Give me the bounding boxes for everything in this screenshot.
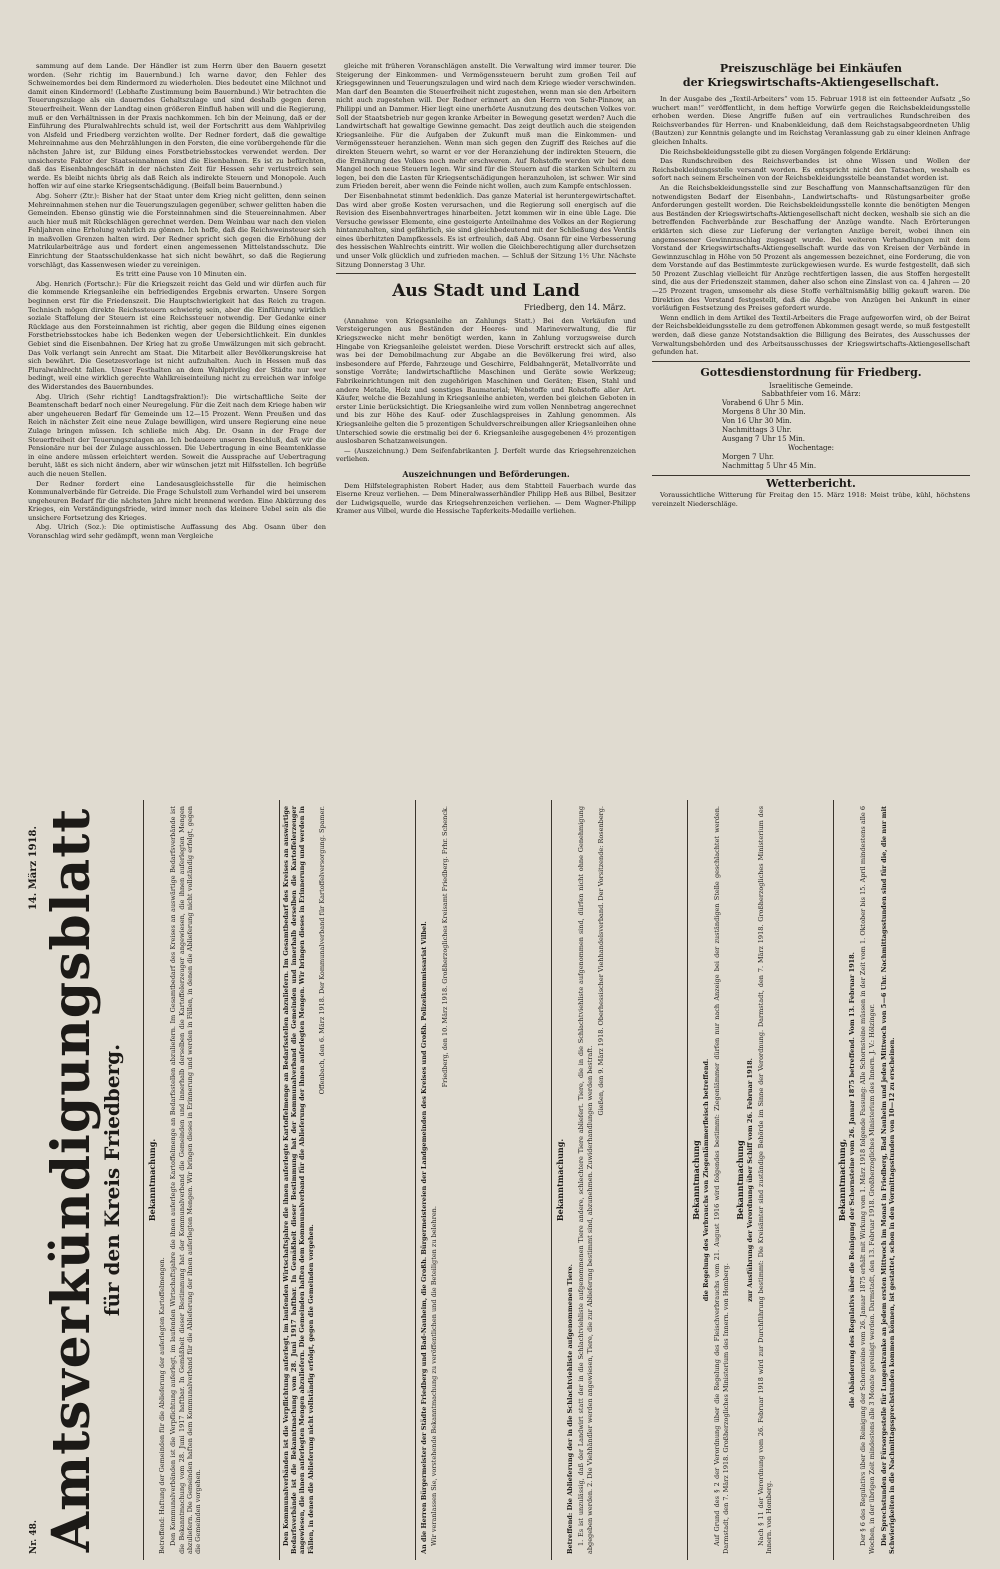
service-line: Von 16 Uhr 30 Min. <box>722 417 792 425</box>
service-times <box>722 399 970 444</box>
paragraph: Wir veranlassen Sie, vorstehende Bekanntmachung zu veröffentlichen und die Beteiligten zu belehren. <box>430 1206 439 1546</box>
service-line: Vorabend 6 Uhr 5 Min. <box>722 399 804 407</box>
weather-title: Wetterbericht. <box>766 476 856 490</box>
paragraph: In der Ausgabe des „Textil-Arbeiters“ vom 15. Februar 1918 ist ein fetteender Aufsatz „So wuchert man!“ veröffentlicht, in dem heftige Vorwürfe gegen die Reichsbekleidungsstelle erhoben werden. Diese Angriffe fußen auf ein vertrauliches Rundschreiben des Reichsverbandes für Herren- und Knabenkleidung, daß dem Reichstagsabgeordneten Uhlig (Bautzen) zur Kenntnis gelangte und im Reichstag Veranlassung gab zu einer kleinen Anfrage gleichen Inhalts. <box>652 95 970 146</box>
subheading: Auszeichnungen und Beförderungen. <box>402 468 570 479</box>
notice-subject: Betreffend: Haftung der Gemeinden für die Ablieferung der auferlegten Kartoffelmengen. <box>158 1257 167 1554</box>
paragraph: Die Reichsbekleidungsstelle gibt zu diesen Vorgängen folgende Erklärung: <box>660 147 911 156</box>
weather-text: Voraussichtliche Witterung für Freitag den 15. März 1918: Meist trübe, kühl, höchstens vereinzelt Niederschläge. <box>652 491 970 508</box>
paragraph: Abg. Henrich (Fortschr.): Für die Kriegszeit reicht das Geld und wir dürfen auch für die kommende Kriegsanleihe ein befriedigendes Ergebnis erwarten. Unsere Sorgen beginnen erst für die Friedenszeit. Die Hauptschwierigkeit hat das Reich zu tragen. Technisch mögen direkte Reichssteuern schwierig sein, aber die Einführung wirklich soziale Staffelung der Steuern ist eine Reichssteuer notwendig. Der Gedanke einer Rücklage aus den Forsteinnahmen ist richtig, aber gegen die Bildung eines eigenen Forstbetriebsstockes habe ich Bedenken wegen der Uebersichtlichkeit. Ein dunkles Gebiet sind die Eisenbahnen. Der Krieg hat zu große Umwälzungen mit sich gebracht. Das Volk verlangt sein Anrecht am Staat. Die Mitarbeit aller Bevölkerungskreise hat sich bewährt. Die Gesetzesvorlage ist nicht aufzuhalten. Auch in Hessen muß das Pluralwahlrecht fallen. Unser Festhalten an dem Wahlprivileg der Städte nur wer bedingt, weil eine wirklich gerechte Wahlkreiseinteilung nicht zu erreichen war infolge des Widerstandes des Bauernbundes. <box>28 279 326 391</box>
paragraph: Der Redner fordert eine Landesausgleichsstelle für die heimischen Kommunalverbände für Getreide. Die Frage Schulstoll zum Verhandel wird bei unserem ungeheuren Bedarf für die nächsten Jahre nicht brennend werden. Eine Abkürzung des Krieges, ein Verständigungsfriede, wird immer noch das kleinere Uebel sein als die unsichere Fortsetzung des Krieges. <box>28 479 326 522</box>
notice-signature: Offenbach, den 6. März 1918. Der Kommunalverband für Kartoffelversorgung. Spamer. <box>317 806 326 1095</box>
notice-subject: die Abänderung des Regulativs über die Reinigung der Schornsteine vom 26. Januar 1875 betreffend. Vom 13. Februar 1918. <box>848 952 857 1408</box>
column-left <box>28 62 326 782</box>
service-line: Ausgang 7 Uhr 15 Min. <box>722 435 805 443</box>
paragraph: Den Kommunalverbänden ist die Verpflichtung auferlegt, im laufenden Wirtschaftsjahre die ihnen auferlegte Kartoffelmenge an Bedarfsstellen abzuliefern. Im Gesamtbedarf des Kreises an auswärtige Bedarfsverbände ist die Bekanntmachung vom 28. Juni 1917 haftbar. In Gemäßheit dieser Bestimmung hat der Kommunalverband die Gemeinden und innerhalb derselben die Kartoffelerzeuger angewiesen, die ihnen auferlegten Mengen abzuliefern. Die Gemeinden haften dem Kommunalverband für die Ablieferung der ihnen auferlegten Mengen. Wir bringen dieses in Erinnerung und werden in Fällen, in denen die Ablieferung nicht vollständig erfolgt, gegen die Gemeinden vorgehen. <box>282 806 315 1554</box>
paragraph: 1. Es ist unzulässig, daß der Landwirt statt der in die Schlachtviehliste aufgenommenen Tiere andere, schlechtere Tiere abliefert. Tiere, die in die Schlachtviehliste aufgenommen sind, dürfen nicht ohne Genehmigung abgegeben werden. 2. Die Viehhändler werden angewiesen, Tiere, die zur Ablieferung bestimmt sind, abzunehmen. Zuwiderhandlungen werden bestraft. <box>577 806 594 1554</box>
dateline: Friedberg, den 14. März. <box>523 303 626 313</box>
divider <box>652 475 970 476</box>
paragraph: Abg. Soherr (Ztr.): Bisher hat der Staat unter dem Krieg nicht gelitten, denn seinen Mehreinnahmen stehen nur die Teuerungszulagen gegenüber, schwer gelitten haben die Gemeinden. Ebenso günstig wie die Forsteinnahmen sind die Steuereinnahmen. Aber auch hier muß mit Rückschlägen gerechnet werden. Dem Weinbau war nach den vielen Fehljahren eine Erholung wahrlich zu gönnen. Ich hoffe, daß die Reichsweinsteuer sich in maßvollen Grenzen halten wird. Der Redner spricht sich gegen die Erhöhung der Matrikularbeiträge aus und fordert einen angemessenen Mittelstandsschutz. Die Einrichtung der Staatsschuldenkasse hat sich nicht bewährt, so daß die Regierung vorschlägt, das Kassenwesen wieder zu vereinigen. <box>28 191 326 269</box>
paragraph: sammung auf dem Lande. Der Händler ist zum Herrn über den Bauern gesetzt worden. (Sehr richtig im Bauernbund.) Ich warne davor, den Fehler des Schweinemordes bei dem Rindermord zu wiederholen. Dies bedeutet eine Milchnot und damit einen Kindermord! (Lebhafte Zustimmung beim Bauernbund.) Wir betrachten die Teuerungszulage als ein dauerndes Gehaltszulage und sind deshalb gegen deren Steuerfreiheit. Wenn der Landtag einen größeren Einfluß haben will und die Regierung, muß er den Verhältnissen in der Praxis nachkommen. Ich bin der Meinung, daß er der Einführung des Pluralwahlrechts schuld ist, weil der Fortschritt aus dem Wahlprivileg von Alsfeld und Friedberg verzichten wollte. Der Redner fordert, daß die gewaltige Mehreinnahme aus den Mehrzählungen in den Forsten, die eine vorübergehende für die nächsten Jahre ist, zur Bildung eines Forstbetriebsstockes verwendet werden. Der unsicherste Faktor der Staatseinnahmen sind die Eisenbahnen. Es ist zu befürchten, daß das Eisenbahngeschäft in der nächsten Zeit für Hessen sehr verlustreich sein werde. Es bleibt nichts übrig als daß Reich als indirekte Steuern und Monopole. Auch hoffen wir auf eine starke Kriegsentschädigung. (Beifall beim Bauernbund.) <box>28 62 326 191</box>
weekday-line: Nachmittag 5 Uhr 45 Min. <box>722 461 817 470</box>
divider <box>652 361 970 362</box>
paragraph: Dem Hilfstelegraphisten Robert Hader, aus dem Stabtteil Fauerbach wurde das Eiserne Kreuz verliehen. — Dem Mineralwasserhändler Philipp Heß aus Bilbel, Besitzer der Ludwigsquelle, wurde das Kriegsehrenzeichen verliehen. — Dem Wagner-Philipp Kramer aus Vilbel, wurde die Hessische Tapferkeits-Medaille verliehen. <box>336 481 636 516</box>
paragraph: Der § 6 des Regulativs über die Reinigung der Schornsteine vom 26. Januar 1875 erhält mit Wirkung vom 1. März 1918 folgende Fassung: Alle Schornsteine müssen in der Zeit vom 1. Oktober bis 15. April mindestens alle 6 Wochen, in der übrigen Zeit mindestens alle 3 Monate gereinigt werden. Darmstadt, den 13. Februar 1918. Großherzogliches Ministerium des Innern. J. V.: Hölzinger. <box>859 806 876 1554</box>
notice-title: Bekanntmachung <box>734 1140 745 1220</box>
section-title: Aus Stadt und Land <box>392 281 580 302</box>
notice-title: Bekanntmachung, <box>837 1138 847 1222</box>
paragraph: — (Auszeichnung.) Dem Seifenfabrikanten J. Derfelt wurde das Kriegsehrenzeichen verliehen. <box>336 446 636 464</box>
divider <box>336 273 636 274</box>
service-line: Morgens 8 Uhr 30 Min. <box>722 408 806 416</box>
column-middle <box>336 62 636 782</box>
paragraph: Der Eisenbahnetat stimmt bedenklich. Das ganze Material ist heruntergewirtschaftet. Das wird aber große Kosten verursachen, und die Regierung soll energisch auf die Revision des Eisenbahnvertrages hinarbeiten. Jetzt kommen wir in eine üble Lage. Die Versuche gewisser Elemente, eine gesteigerte Anteilnahme des Volkes an der Regierung hintanzuhalten, sind gefährlich, sie sind gleichbedeutend mit der Schließung des Ventils eines überhitzten Dampfkessels. Es ist erfreulich, daß Abg. Osann für eine Verbesserung des hessischen Wahlrechts eintritt. Wir wollen die Gleichberechtigung aller durchsetzen und unser Volk glücklich und zufrieden machen. — Schluß der Sitzung 1½ Uhr. Nächste Sitzung Donnerstag 3 Uhr. <box>336 191 636 269</box>
notice-title: An die Herren Bürgermeister der Städte Friedberg und Bad-Nauheim, die Großh. Bürgermeistereien der Landgemeinden des Kreises und Großh. Polizeikommissariat Vilbel. <box>420 921 428 1554</box>
service-date: Sabbathfeier vom 16. März: <box>761 390 861 399</box>
notice-title: Bekanntmachung. <box>555 1138 565 1222</box>
paragraph: gleiche mit früheren Voranschlägen anstellt. Die Verwaltung wird immer teurer. Die Steigerung der Einkommen- und Vermögenssteuern beruht zum großen Teil auf Kriegsgewinnen und Teuerungszulagen und wird nach dem Kriege wieder verschwinden. Man darf den Beamten die Steuerfreiheit nicht zugestehen, wenn man sie den Arbeitern nicht auch zugestehen will. Der Redner erinnert an den Herrn von Sehr-Pinnow, an Philippi und an Dammer. Hier liegt eine unerhörte Ausnutzung des deutschen Volkes vor. Soll der Staatsbetrieb nur gegen kranke Arbeiter in Bewegung gesetzt werden? Auch die Landwirtschaft hat gewaltige Gewinne gemacht. Das zeigt deutlich auch die steigenden Kriegsanleihe. Für die Aufgaben der Zukunft muß man die Einkommen- und Vermögenssteuer heranziehen. Wenn man sich gegen den Zugriff des Reiches auf die direkten Steuern wehrt, so warnt er vor der Heranziehung der indirekten Steuern, die die Ernährung des Volkes noch mehr erschweren. Auf Rohstoffe werden wir bei dem Mangel noch neue Steuern legen. Wir sind für die Steuern auf die starken Schultern zu legen, bei den die Lasten für Kriegsentschädigungen heranzuholen, ist schwer. Wir sind zum Frieden bereit, aber wenn die Feinde nicht wollen, auch zum Kampfe entschlossen. <box>336 62 636 191</box>
weekday-times <box>722 453 970 471</box>
paragraph: Den Kommunalverbänden ist die Verpflichtung auferlegt, im laufenden Wirtschaftsjahre die ihnen auferlegte Kartoffelmenge an Bedarfsstellen abzuliefern. Im Gesamtbedarf des Kreises an auswärtige Bedarfsverbände ist die Bekanntmachung vom 28. Juni 1917 haftbar. In Gemäßheit dieser Bestimmung hat der Kommunalverband die Gemeinden und innerhalb derselben die Kartoffelerzeuger angewiesen, die ihnen auferlegten Mengen abzuliefern. Die Gemeinden haften dem Kommunalverband für die Ablieferung der ihnen auferlegten Mengen. Wir bringen dieses in Erinnerung und werden in Fällen, in denen die Ablieferung nicht vollständig erfolgt, gegen die Gemeinden vorgehen. <box>169 806 203 1554</box>
paragraph: Nach § 11 der Verordnung vom 26. Februar 1918 wird zur Durchführung bestimmt: Die Kreisämter sind zuständige Behörde im Sinne der Verordnung. Darmstadt, den 7. März 1918. Großherzogliches Ministerium des Innern. von Homberg. <box>757 806 774 1554</box>
paragraph: Das Rundschreiben des Reichsverbandes ist ohne Wissen und Wollen der Reichsbekleidungsstelle versandt worden. Es entspricht nicht den Tatsachen, weshalb es sofort nach seinem Erscheinen von der Reichsbekleidungsstelle beanstandet worden ist. <box>652 157 970 183</box>
notice-title: Bekanntmachung <box>691 1140 701 1220</box>
weekday-line: Morgen 7 Uhr. <box>722 452 774 461</box>
masthead-subtitle: für den Kreis Friedberg. <box>100 1043 125 1317</box>
article-title-line2: der Kriegswirtschafts-Aktiengesellschaft. <box>682 76 940 89</box>
paragraph: Es tritt eine Pause von 10 Minuten ein. <box>115 270 247 279</box>
paragraph: Wenn endlich in dem Artikel des Textil-Arbeiters die Frage aufgeworfen wird, ob der Beirat der Reichsbekleidungsstelle zu dem getroffenen Abkommen gesagt werde, so muß festgestellt werden, daß diese ganze Notstandsaktion die Billigung des Beirates, des Ausschusses der Verwaltungsbehörden und des Arbeitsausschusses der Kriegswirtschafts-Aktiengesellschaft gefunden hat. <box>652 313 970 357</box>
paragraph: Abg. Ulrich (Sehr richtig! Landtagsfraktion!): Die wirtschaftliche Seite der Beamtenschaft bedarf noch einer Neuregelung. Für die Zeit nach dem Kriege haben wir aber ungeheueren Bedarf für Gemeinde um 12—15 Prozent. Wenn Preußen und das Reich in nächster Zeit eine neue Zulage bewilligen, wird unsere Regierung eine neue Zulage bringen müssen. Ich schließe mich Abg. Dr. Osann in der Frage der Steuerfreiheit der Teuerungszulagen an. Ich bedauere unseren Beschluß, daß wir die Pensionäre nur bei der Zulage ausschlossen. Die Uebertragung in eine Beamtenklasse in eine andere müssen erleichtert werden. Soweit die Aussprache auf Uebertragung beruht, läßt es sich nicht ändern, aber wir wünschen jetzt mit Hilfsstellen. Ich begrüße auch die neuen Stellen. <box>28 392 326 478</box>
masthead-date: 14. März 1918. <box>28 826 39 911</box>
weekday-title: Wochentage: <box>788 444 834 452</box>
service-line: Nachmittags 3 Uhr. <box>722 426 792 434</box>
issue-number: Nr. 48. <box>29 1519 39 1554</box>
notice-subject: die Regelung des Verbrauchs von Ziegenlämmerfleisch betreffend. <box>702 1058 711 1302</box>
notice-signature: Friedberg, den 10. März 1918. Großherzogliches Kreisamt Friedberg. Frhr. Schenck. <box>441 806 450 1088</box>
paragraph: Auf Grund des § 2 der Verordnung über die Regelung des Fleischverbrauchs vom 21. August 1916 wird folgendes bestimmt: Ziegenlämmer dürfen nur nach Anzeige bei der zuständigen Stelle geschlachtet werden. Darmstadt, den 7. März 1918. Großherzogliches Ministerium des Innern. von Homberg. <box>713 806 730 1554</box>
masthead-title: Amtsverkündigungsblatt <box>41 807 103 1553</box>
column-right <box>652 62 970 822</box>
notice-subject: zur Ausführung der Verordnung über Schiff vom 26. Februar 1918. <box>746 1058 755 1302</box>
service-title: Gottesdienstordnung für Friedberg. <box>700 365 922 379</box>
paragraph: (Annahme von Kriegsanleihe an Zahlungs Statt.) Bei den Verkäufen und Versteigerungen aus Beständen der Heeres- und Marineverwaltung, die für Kriegszwecke nicht mehr benötigt werden, kann in Zahlung vorzugsweise durch Hingabe von Kriegsanleihe geleistet werden. Diese Vorschrift erstreckt sich auf alles, was bei der Demobilmachung zur Abgabe an die Bevölkerung frei wird, also insbesondere auf Pferde, Fahrzeuge und Geschirre, Feldbahngerät, Metallvorräte und sonstige Vorräte; landwirtschaftliche Maschinen und Geräte sowie Werkzeug; Fabrikeinrichtungen mit den zugehörigen Maschinen und Geräten; Eisen, Stahl und andere Metalle, Holz und sonstiges Baumaterial; Webstoffe und Rohstoffe aller Art. Käufer, welche die Bezahlung in Kriegsanleihe anbieten, werden bei gleichen Geboten in erster Linie berücksichtigt. Die Kriegsanleihe wird zum vollen Nennbetrag angerechnet und bis zur Höhe des Kauf- oder Zuschlagspreises in Zahlung genommen. Als Kriegsanleihe gelten die 5 prozentigen Schuldverschreibungen aller Kriegsanleihen ohne Unterschied sowie die erstmalig bei der 6. Kriegsanleihe ausgegebenen 4½ prozentigen auslosbaren Schatzanweisungen. <box>336 316 636 446</box>
notice-title: Bekanntmachung. <box>147 1138 157 1222</box>
notice-signature: Gießen, den 9. März 1918. Oberhessischer Viehhandelsverband. Der Vorsitzende: Rosenberg. <box>596 806 605 1116</box>
paragraph: An die Reichsbekleidungsstelle sind zur Beschaffung von Mannschaftsanzügen für den notwendigsten Bedarf der Eisenbahn-, Landwirtschafts- und Rüstungsarbeiter große Anforderungen gestellt worden. Die Reichsbekleidungsstelle konnte die benötigten Mengen aus Beständen der Kriegswirtschafts-Aktiengesellschaft nicht decken, weshalb sie sich an die betreffenden Fachverbände zur Beschaffung der Anzüge wandte. Nach Erörterungen erklärten sich diese zur Lieferung der verlangten Anzüge bereit, wobei ihnen ein angemessener Gewinnzuschlag zugesagt wurde. Bei weiteren Verhandlungen mit dem Vorstand der Kriegswirtschafts-Aktiengesellschaft wurde das von Kreisen der Verbände in Gewinnzuschlag in Höhe von 50 Prozent als angemessen bezeichnet, eine Forderung, die von dem Vorstande auf das Bestimmteste zurückgewiesen wurde. Es wurde festgestellt, daß sich 50 Prozent Zuschlag vielleicht für Anzüge rechtfertigen lassen, die aus Stoffen hergestellt sind, die aus der Friedenszeit stammen, daher also schon eine Zinslast von ca. 4 Jahren — 20—25 Prozent tragen, umsomehr als diese Stoffe verhältnismäßig billig gekauft waren. Die Direktion des Vorstand festgestellt, daß die Abgabe von Anzügen bei Ankunft in einer vorläufigen Festsetzung des Preises gefordert wurde. <box>652 183 970 313</box>
paragraph: Die Sprechstunden der Fürsorgestelle für Lungenkranke an jedem ersten Mittwoch im Monat in Friedberg, Bad Nauheim und jeden Mittwoch von 5—6 Uhr. Nachmittagsstunden sind für die, die nur mit Schwierigkeiten in die Nachmittagssprechstunden kommen können, ist gestattet, schon in den Vormittagsstunden von 10—12 zu erscheinen. <box>879 806 897 1554</box>
paragraph: Abg. Ulrich (Soz.): Die optimistische Auffassung des Abg. Osann über den Voranschlag wird sehr gedämpft, wenn man Vergleiche <box>28 523 326 541</box>
article-title: Preiszuschläge bei Einkäufen <box>719 62 903 75</box>
notice-subject: Betreffend: Die Ablieferung der in die Schlachtviehliste aufgenommenen Tiere. <box>566 1264 575 1554</box>
service-subtitle: Israelitische Gemeinde. <box>768 381 854 390</box>
notices-area <box>28 800 973 1560</box>
